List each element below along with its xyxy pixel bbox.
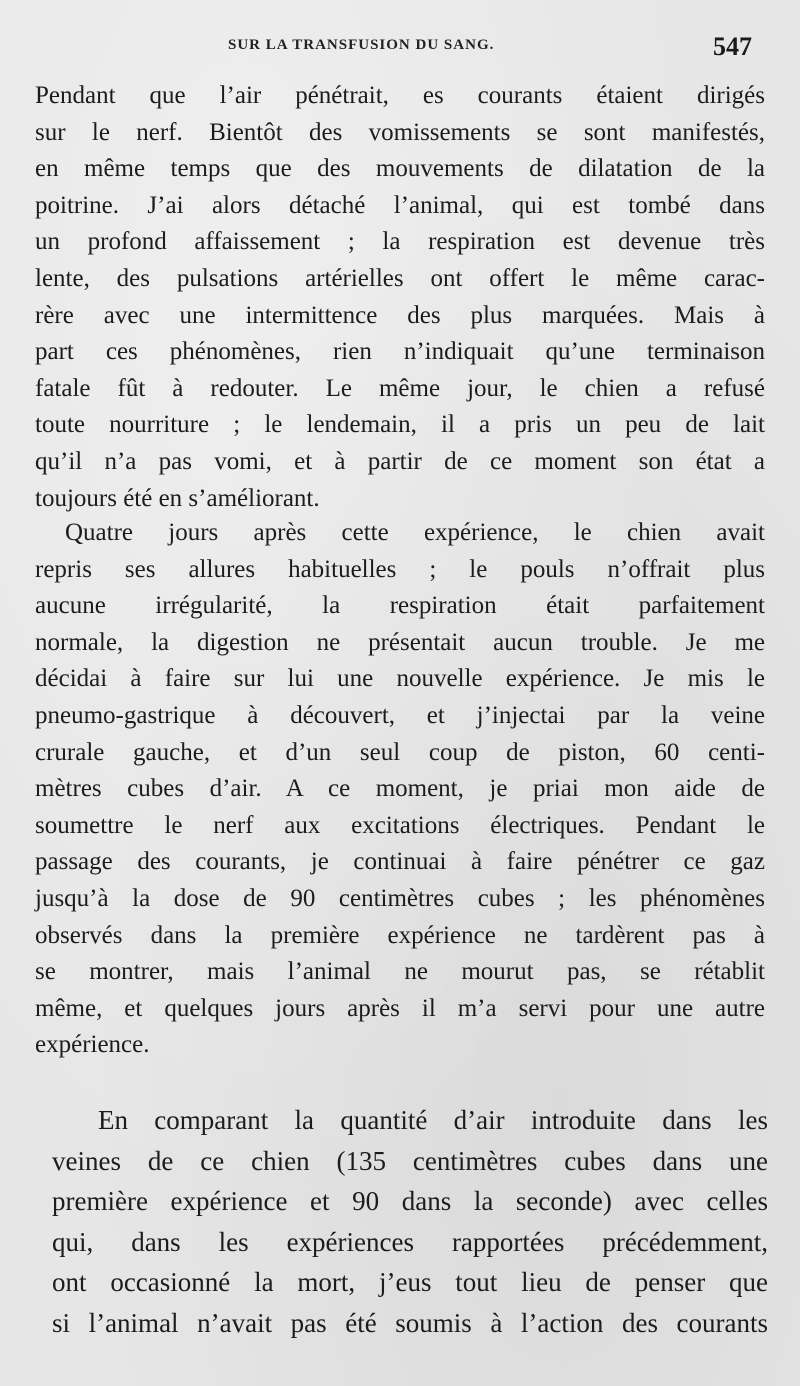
text-line: qu’il n’a pas vomi, et à partir de ce moment son état a [35,447,765,475]
text-line: part ces phénomènes, rien n’indiquait qu’une terminaison [35,338,765,366]
page-header [0,34,800,64]
text-line: observés dans la première expérience ne tardèrent pas à [35,921,765,949]
text-line: repris ses allures habituelles ; le pouls n’offrait plus [35,555,765,583]
text-line: aucune irrégularité, la respiration était parfaitement [35,592,765,620]
text-line: normale, la digestion ne présentait aucun trouble. Je me [35,628,765,656]
text-line: pneumo-gastrique à découvert, et j’injectai par la veine [35,701,765,729]
text-line: jusqu’à la dose de 90 centimètres cubes ; les phénomènes [35,884,765,912]
text-line: mètres cubes d’air. A ce moment, je priai mon aide de [35,775,765,803]
text-line: crurale gauche, et d’un seul coup de piston, 60 centi- [35,738,765,766]
text-line: toujours été en s’améliorant. [35,484,320,512]
text-line: fatale fût à redouter. Le même jour, le chien a refusé [35,374,765,402]
text-line: même, et quelques jours après il m’a servi pour une autre [35,994,765,1022]
text-line: lente, des pulsations artérielles ont offert le même carac- [35,264,765,292]
paragraph-3 [52,1100,768,1343]
text-line: veines de ce chien (135 centimètres cubes dans une [52,1145,768,1176]
text-line: ont occasionné la mort, j’eus tout lieu de penser que [52,1267,768,1297]
text-line: première expérience et 90 dans la seconde) avec celles [52,1186,768,1216]
text-line: si l’animal n’avait pas été soumis à l’action des courants [52,1307,768,1338]
text-line: expérience. [35,1031,150,1059]
page-number: 547 [713,32,752,61]
text-line: poitrine. J’ai alors détaché l’animal, qui est tombé dans [35,191,765,219]
paragraph-2 [35,515,765,1064]
text-line: En comparant la quantité d’air introduite dans les [98,1105,768,1135]
text-line: décidai à faire sur lui une nouvelle expérience. Je mis le [35,665,765,693]
text-line: sur le nerf. Bientôt des vomissements se sont manifestés, [35,118,765,146]
paragraph-1 [35,78,765,517]
text-line: soumettre le nerf aux excitations électriques. Pendant le [35,811,765,839]
text-line: rère avec une intermittence des plus marquées. Mais à [35,301,765,329]
text-line: Quatre jours après cette expérience, le chien avait [65,519,765,546]
text-line: qui, dans les expériences rapportées précédemment, [52,1226,768,1257]
text-line: en même temps que des mouvements de dilatation de la [35,155,765,183]
text-line: Pendant que l’air pénétrait, es courants étaient dirigés [35,82,765,109]
text-line: passage des courants, je continuai à faire pénétrer ce gaz [35,848,765,876]
running-title: SUR LA TRANSFUSION DU SANG. [228,37,495,53]
text-line: toute nourriture ; le lendemain, il a pris un peu de lait [35,411,765,439]
text-line: un profond affaissement ; la respiration est devenue très [35,228,765,256]
text-line: se montrer, mais l’animal ne mourut pas, se rétablit [35,958,765,986]
